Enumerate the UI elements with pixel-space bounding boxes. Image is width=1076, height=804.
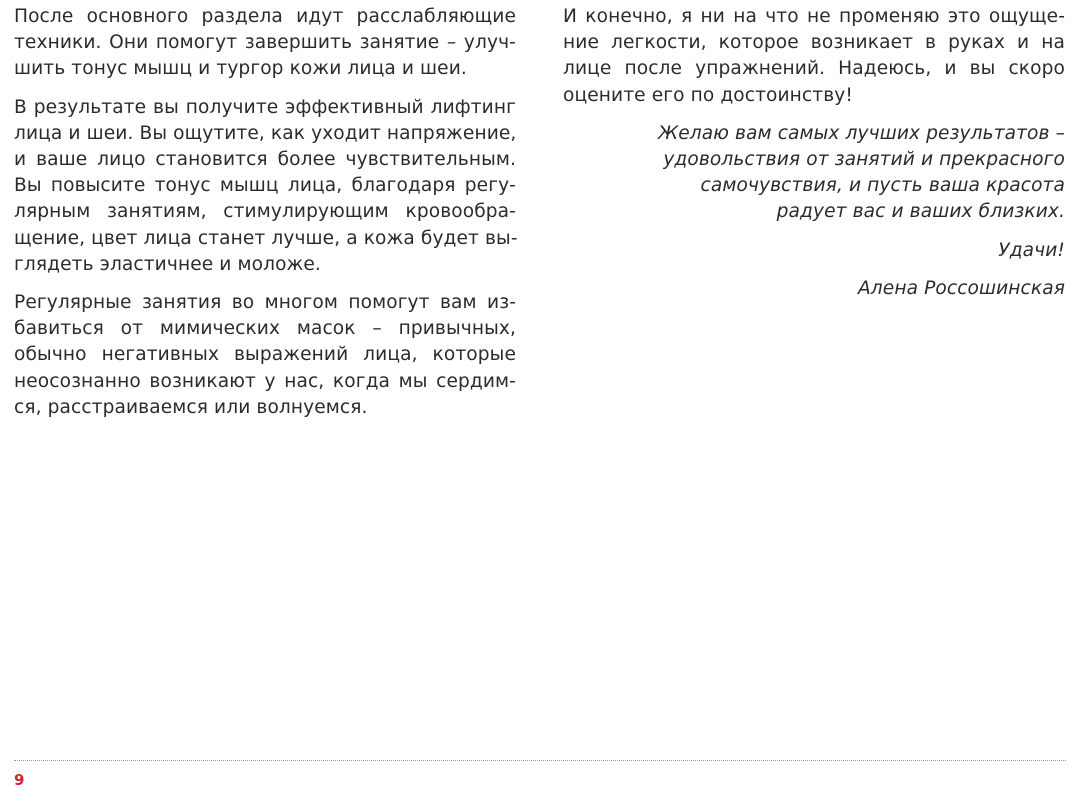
left-column: [14, 4, 516, 433]
text-line: глядеть эластичнее и моложе.: [14, 253, 321, 275]
text-line: Удачи!: [998, 239, 1065, 261]
text-line: неосознанно возникают у нас, когда мы сердим-: [14, 370, 516, 392]
text-line: В результате вы получите эффективный лифтинг: [14, 96, 516, 118]
text-line: радует вас и ваших близких.: [776, 201, 1065, 223]
text-line: и ваше лицо становится более чувствительным.: [14, 149, 516, 171]
right-column: [563, 4, 1065, 314]
text-line: Алена Россошинская: [857, 277, 1065, 299]
text-line: И конечно, я ни на что не променяю это ощуще-: [563, 6, 1065, 27]
text-line: ся, расстраиваемся или волнуемся.: [14, 396, 368, 418]
text-line: шить тонус мышц и тургор кожи лица и шеи.: [14, 58, 467, 80]
footer-divider: [14, 760, 1066, 761]
text-line: удовольствия от занятий и прекрасного: [663, 149, 1065, 171]
author-signature: [563, 276, 1065, 302]
text-line: обычно негативных выражений лица, которые: [14, 344, 516, 366]
text-line: Регулярные занятия во многом помогут вам из-: [14, 292, 516, 314]
paragraph-relaxation: [14, 4, 516, 83]
text-line: лица и шеи. Вы ощутите, как уходит напряжение,: [14, 122, 517, 144]
wish-block: [563, 121, 1065, 226]
text-line: оцените его по достоинству!: [563, 84, 853, 106]
text-line: ние легкости, которое возникает в руках и на: [563, 32, 1065, 54]
text-line: После основного раздела идут расслабляющие: [14, 6, 516, 27]
closing-text: [563, 238, 1065, 264]
paragraph-lightness: [563, 4, 1065, 109]
paragraph-results: [14, 95, 516, 278]
text-line: Вы повысите тонус мышц лица, благодаря регу-: [14, 175, 516, 197]
text-line: Желаю вам самых лучших результатов –: [658, 122, 1065, 144]
text-line: бавиться от мимических масок – привычных,: [14, 318, 516, 340]
text-line: самочувствия, и пусть ваша красота: [700, 175, 1065, 197]
text-line: техники. Они помогут завершить занятие – улуч-: [14, 32, 516, 54]
text-line: лице после упражнений. Надеюсь, и вы скоро: [563, 58, 1065, 80]
paragraph-regular-practice: [14, 290, 516, 421]
page-number: 9: [14, 771, 25, 789]
text-line: лярным занятиям, стимулирующим кровообра-: [14, 201, 516, 223]
text-line: щение, цвет лица станет лучше, а кожа будет вы-: [14, 227, 518, 249]
